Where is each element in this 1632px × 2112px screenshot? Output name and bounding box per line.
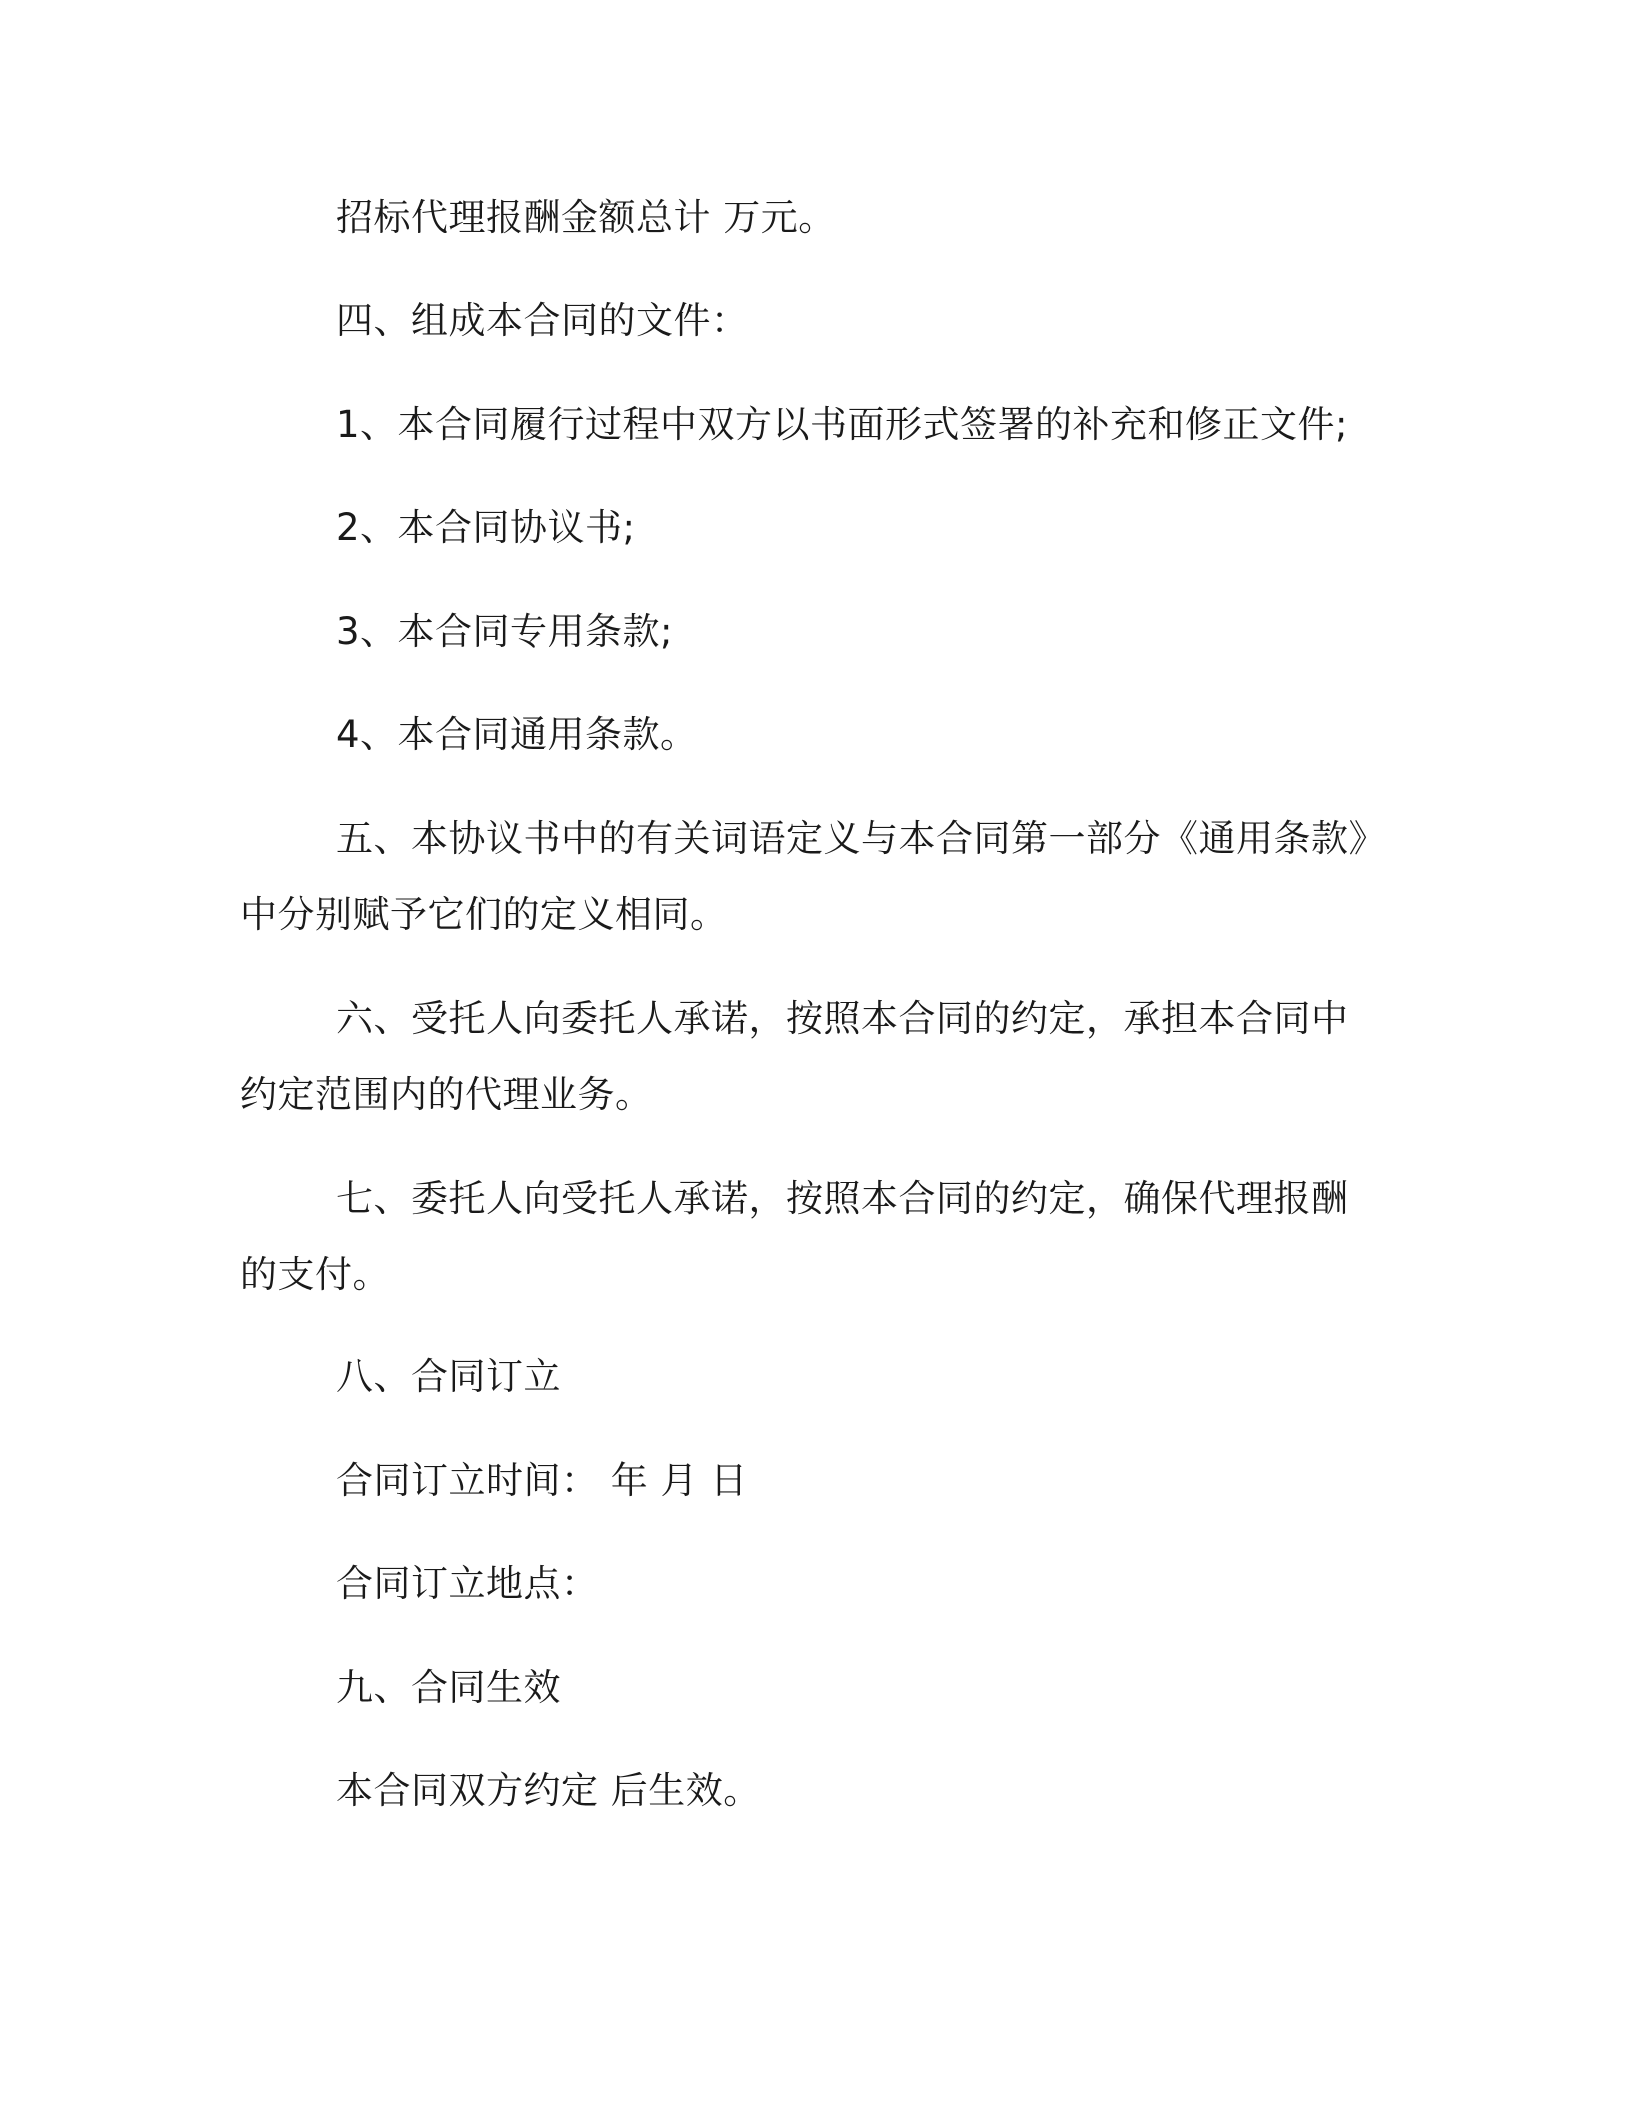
heading-contract-signing: 八、合同订立 [336,1355,561,1398]
clause-five-definitions: 五、本协议书中的有关词语定义与本合同第一部分《通用条款》中分别赋予它们的定义相同。 [240,817,1368,936]
signing-date-line: 合同订立时间： 年 月 日 [336,1459,748,1502]
signing-place-line: 合同订立地点： [336,1562,599,1605]
clause-six-trustee-promise: 六、受托人向委托人承诺，按照本合同的约定，承担本合同中约定范围内的代理业务。 [240,997,1349,1116]
effective-condition-line: 本合同双方约定 后生效。 [336,1769,761,1812]
list-item-4: 4、本合同通用条款。 [336,713,698,756]
heading-contract-documents: 四、组成本合同的文件： [336,299,749,342]
paragraph-fee-total: 招标代理报酬金额总计 万元。 [336,196,836,239]
list-item-3: 3、本合同专用条款; [336,610,674,653]
clause-seven-client-promise: 七、委托人向受托人承诺，按照本合同的约定，确保代理报酬的支付。 [240,1177,1349,1296]
list-item-1: 1、本合同履行过程中双方以书面形式签署的补充和修正文件; [336,403,1349,446]
heading-contract-effective: 九、合同生效 [336,1666,561,1709]
list-item-2: 2、本合同协议书; [336,506,636,549]
